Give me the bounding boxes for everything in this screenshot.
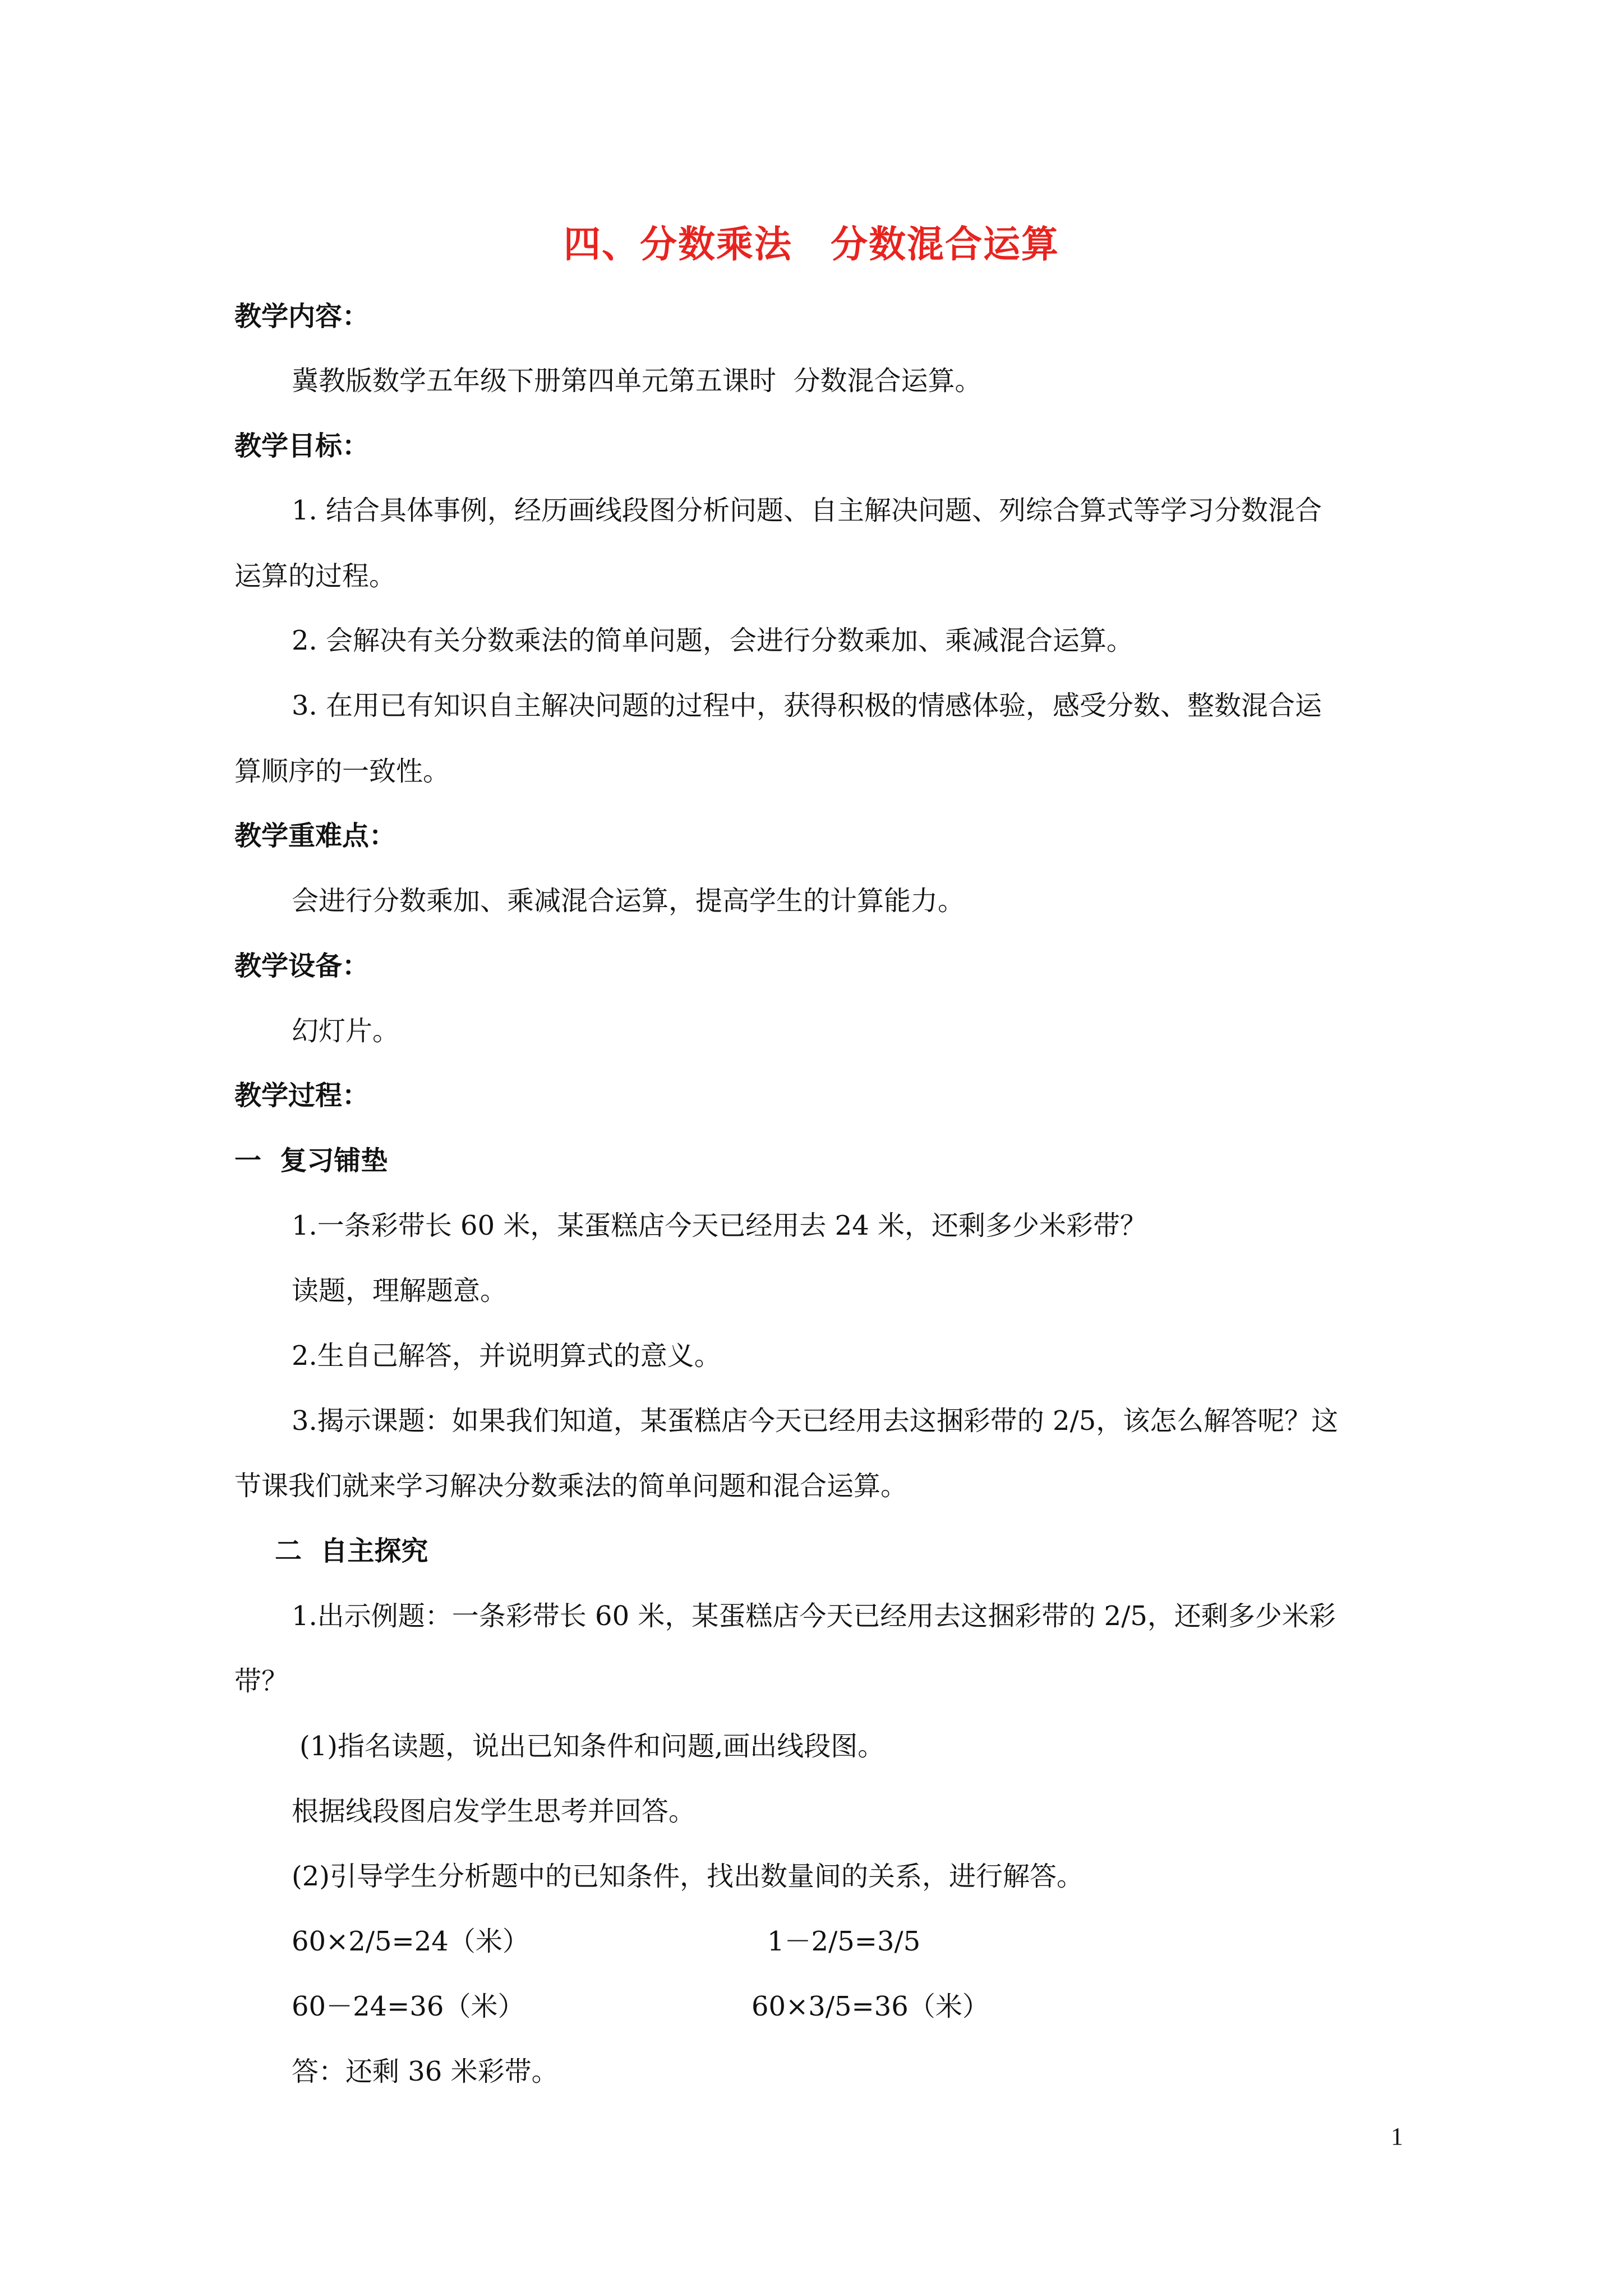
- page-number: 1: [1391, 2123, 1403, 2150]
- calculation-right-2: 60×3/5=36（米）: [751, 1991, 989, 2022]
- part-2-item-1-line-2: 带？: [234, 1665, 289, 1697]
- section-heading-goals: 教学目标：: [234, 430, 370, 462]
- calculation-left-1: 60×2/5=24（米）: [292, 1926, 529, 1957]
- goal-3-line-2: 算顺序的一致性。: [234, 756, 450, 787]
- part-2-step-1-note: 根据线段图启发学生思考并回答。: [292, 1796, 696, 1827]
- section-heading-content: 教学内容：: [234, 301, 370, 332]
- part-1-heading: 一 复习铺垫: [234, 1145, 388, 1176]
- part-2-heading: 二 自主探究: [275, 1535, 428, 1567]
- section-heading-key-points: 教学重难点：: [234, 820, 396, 852]
- key-points-text: 会进行分数乘加、乘减混合运算，提高学生的计算能力。: [292, 885, 965, 917]
- answer-text: 答：还剩 36 米彩带。: [292, 2056, 559, 2087]
- part-1-item-3-line-2: 节课我们就来学习解决分数乘法的简单问题和混合运算。: [234, 1470, 908, 1502]
- part-2-step-1: (1)指名读题，说出已知条件和问题,画出线段图。: [299, 1731, 885, 1762]
- section-heading-equipment: 教学设备：: [234, 950, 370, 982]
- section-heading-process: 教学过程：: [234, 1080, 370, 1111]
- equipment-text: 幻灯片。: [292, 1015, 400, 1047]
- calculation-left-2: 60－24=36（米）: [292, 1991, 525, 2022]
- goal-1-line-2: 运算的过程。: [234, 560, 396, 592]
- part-1-item-1-note: 读题，理解题意。: [292, 1275, 508, 1306]
- part-2-step-2: (2)引导学生分析题中的已知条件，找出数量间的关系，进行解答。: [292, 1861, 1083, 1892]
- part-2-item-1-line-1: 1.出示例题：一条彩带长 60 米，某蛋糕店今天已经用去这捆彩带的 2/5，还剩多少米彩: [292, 1600, 1336, 1632]
- part-1-item-3-line-1: 3.揭示课题：如果我们知道，某蛋糕店今天已经用去这捆彩带的 2/5，该怎么解答呢？这: [292, 1405, 1339, 1437]
- calculation-right-1: 1－2/5=3/5: [767, 1926, 921, 1957]
- goal-3-line-1: 3. 在用已有知识自主解决问题的过程中，获得积极的情感体验，感受分数、整数混合运: [292, 690, 1322, 721]
- page-title: 四、分数乘法 分数混合运算: [564, 222, 1059, 266]
- part-1-item-1: 1.一条彩带长 60 米，某蛋糕店今天已经用去 24 米，还剩多少米彩带？: [292, 1210, 1147, 1241]
- content-text: 冀教版数学五年级下册第四单元第五课时 分数混合运算。: [292, 365, 982, 397]
- goal-2: 2. 会解决有关分数乘法的简单问题，会进行分数乘加、乘减混合运算。: [292, 625, 1134, 656]
- part-1-item-2: 2.生自己解答，并说明算式的意义。: [292, 1340, 721, 1372]
- goal-1-line-1: 1. 结合具体事例，经历画线段图分析问题、自主解决问题、列综合算式等学习分数混合: [292, 495, 1322, 526]
